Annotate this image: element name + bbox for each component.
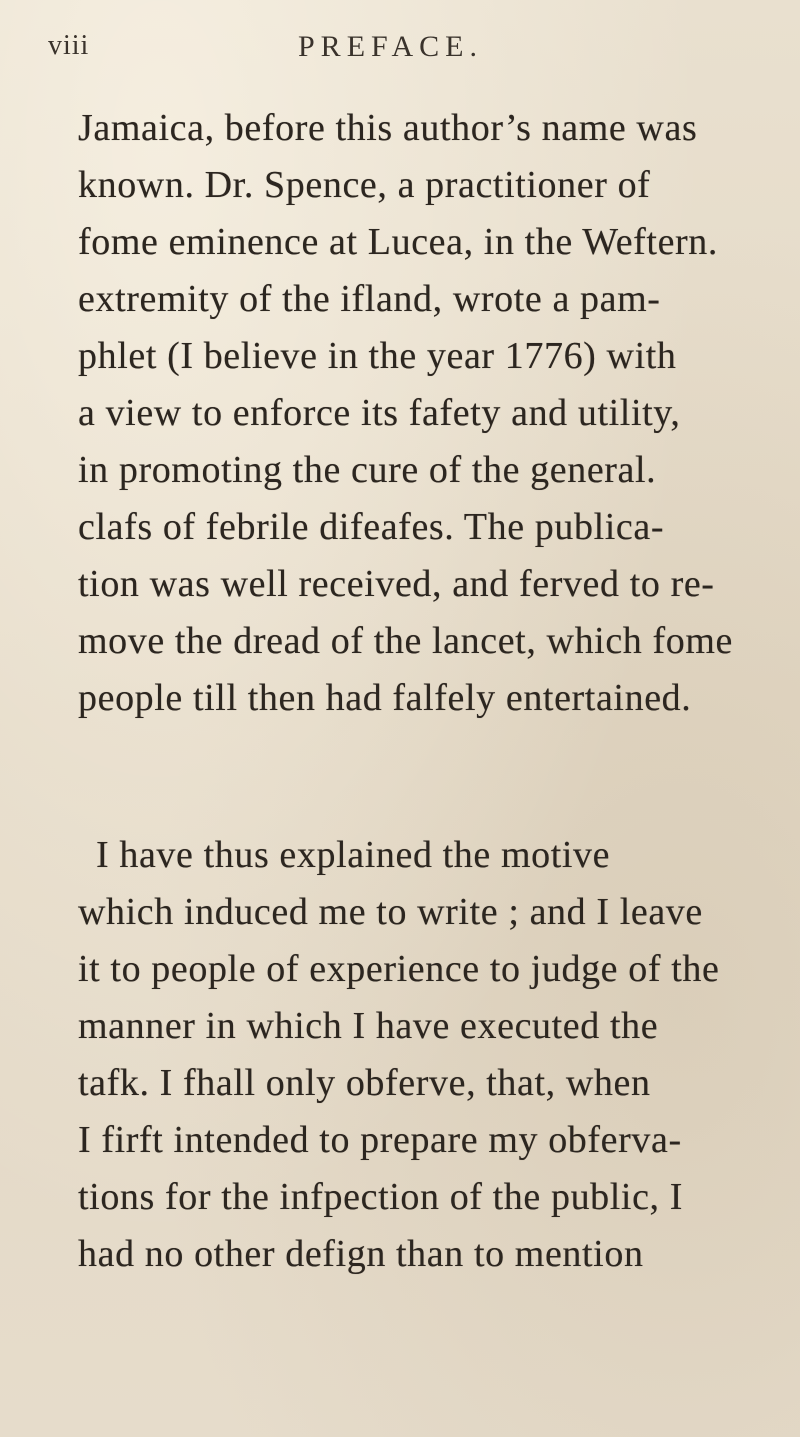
text-line: tions for the infpection of the public, I [78, 1176, 684, 1218]
text-line: a view to enforce its fafety and utility, [78, 392, 681, 434]
text-line: fome eminence at Lucea, in the Weftern. [78, 221, 719, 263]
paragraph [62, 827, 772, 1283]
page-header [48, 30, 768, 70]
text-line: extremity of the ifland, wrote a pam- [78, 278, 661, 320]
page-number: viii [48, 30, 90, 61]
text-line: I firft intended to prepare my obferva- [78, 1119, 682, 1161]
text-line: manner in which I have executed the [78, 1005, 659, 1047]
text-line: had no other defign than to mention [78, 1233, 644, 1275]
text-line: known. Dr. Spence, a practitioner of [78, 164, 651, 206]
text-line: which induced me to write ; and I leave [78, 891, 703, 933]
text-line: people till then had falfely entertained. [78, 677, 692, 719]
text-line: phlet (I believe in the year 1776) with [78, 335, 677, 377]
body-text [62, 100, 772, 1283]
text-line: Jamaica, before this author’s name was [78, 107, 698, 149]
text-line: tafk. I fhall only obferve, that, when [78, 1062, 651, 1104]
text-line: clafs of febrile difeafes. The publica- [78, 506, 665, 548]
paragraph-gap [62, 727, 772, 827]
text-line: tion was well received, and ferved to re- [78, 563, 715, 605]
text-line: move the dread of the lancet, which fome [78, 620, 733, 662]
text-line: in promoting the cure of the general. [78, 449, 657, 491]
text-line: it to people of experience to judge of the [78, 948, 720, 990]
text-line: I have thus explained the motive [96, 834, 611, 876]
running-head: PREFACE. [298, 30, 483, 63]
paragraph [62, 100, 772, 727]
